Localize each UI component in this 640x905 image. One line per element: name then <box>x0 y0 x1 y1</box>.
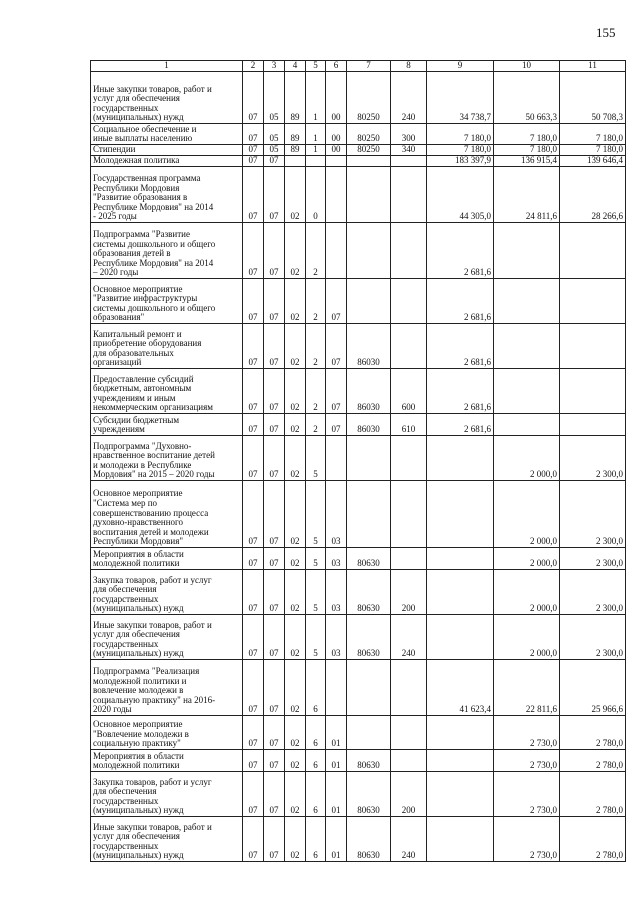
program-code-cell: 02 <box>285 414 306 436</box>
section-code-cell: 07 <box>243 414 264 436</box>
subsection-code-cell: 07 <box>264 324 285 369</box>
section-code-cell: 07 <box>243 324 264 369</box>
amount-cell: 2 730,0 <box>494 772 560 817</box>
expense-type-cell <box>391 436 427 481</box>
subsection-code-cell: 07 <box>264 156 285 167</box>
amount-cell: 139 646,4 <box>560 156 626 167</box>
amount-cell: 7 180,0 <box>494 124 560 145</box>
row-name-cell: Подпрограмма "Реализация молодежной политики и вовлечение молодежи в социальную практику" на 2016- 2020 годы <box>91 660 243 716</box>
expense-type-cell <box>391 660 427 716</box>
subsection-code-cell: 07 <box>264 615 285 660</box>
section-code-cell: 07 <box>243 548 264 570</box>
amount-cell: 34 738,7 <box>427 72 494 124</box>
event-code-cell: 07 <box>326 369 347 414</box>
subsection-code-cell: 05 <box>264 145 285 156</box>
row-name-cell: Подпрограмма "Развитие системы дошкольного и общего образования детей в Республике Мордовия" на 2014 – 2020 годы <box>91 223 243 279</box>
program-code-cell: 02 <box>285 716 306 750</box>
program-code-cell: 02 <box>285 570 306 615</box>
amount-cell: 2 000,0 <box>494 570 560 615</box>
expense-type-cell <box>391 167 427 223</box>
column-header: 4 <box>285 61 306 72</box>
event-code-cell <box>326 660 347 716</box>
direction-code-cell: 80630 <box>347 548 391 570</box>
direction-code-cell <box>347 279 391 324</box>
program-code-cell: 02 <box>285 548 306 570</box>
row-name-cell: Закупка товаров, работ и услуг для обеспечения государственных (муниципальных) нужд <box>91 570 243 615</box>
column-header: 9 <box>427 61 494 72</box>
section-code-cell: 07 <box>243 750 264 772</box>
expense-type-cell: 200 <box>391 570 427 615</box>
table-row <box>91 817 626 862</box>
program-code-cell: 02 <box>285 436 306 481</box>
subprogram-code-cell: 2 <box>306 414 326 436</box>
subprogram-code-cell: 2 <box>306 369 326 414</box>
amount-cell: 7 180,0 <box>560 145 626 156</box>
direction-code-cell <box>347 481 391 548</box>
table-row <box>91 124 626 145</box>
table-row <box>91 167 626 223</box>
budget-table <box>90 60 626 862</box>
subsection-code-cell: 07 <box>264 481 285 548</box>
amount-cell: 2 300,0 <box>560 548 626 570</box>
subsection-code-cell: 07 <box>264 223 285 279</box>
direction-code-cell: 80250 <box>347 145 391 156</box>
row-name-cell: Основное мероприятие "Развитие инфраструктуры системы дошкольного и общего образования" <box>91 279 243 324</box>
expense-type-cell <box>391 481 427 548</box>
program-code-cell: 02 <box>285 660 306 716</box>
event-code-cell <box>326 167 347 223</box>
row-name-cell: Иные закупки товаров, работ и услуг для обеспечения государственных (муниципальных) нужд <box>91 72 243 124</box>
amount-cell <box>427 436 494 481</box>
expense-type-cell <box>391 750 427 772</box>
subprogram-code-cell: 6 <box>306 750 326 772</box>
direction-code-cell: 86030 <box>347 414 391 436</box>
subprogram-code-cell <box>306 156 326 167</box>
event-code-cell: 00 <box>326 72 347 124</box>
subprogram-code-cell: 0 <box>306 167 326 223</box>
event-code-cell: 03 <box>326 548 347 570</box>
direction-code-cell: 86030 <box>347 324 391 369</box>
row-name-cell: Мероприятия в области молодежной политики <box>91 548 243 570</box>
event-code-cell: 07 <box>326 279 347 324</box>
table-row <box>91 481 626 548</box>
row-name-cell: Подпрограмма "Духовно- нравственное воспитание детей и молодежи в Республике Мордовия" на 2015 – 2020 годы <box>91 436 243 481</box>
event-code-cell <box>326 156 347 167</box>
amount-cell <box>560 414 626 436</box>
program-code-cell: 02 <box>285 817 306 862</box>
amount-cell <box>494 369 560 414</box>
amount-cell: 2 730,0 <box>494 716 560 750</box>
row-name-cell: Основное мероприятие "Система мер по совершенствованию процесса духовно-нравственного воспитания детей и молодежи Республики Мордовия" <box>91 481 243 548</box>
row-name-cell: Предоставление субсидий бюджетным, автономным учреждениям и иным некоммерческим организациям <box>91 369 243 414</box>
program-code-cell: 02 <box>285 772 306 817</box>
program-code-cell: 02 <box>285 279 306 324</box>
program-code-cell: 02 <box>285 481 306 548</box>
amount-cell: 2 681,6 <box>427 223 494 279</box>
table-row <box>91 570 626 615</box>
expense-type-cell: 240 <box>391 817 427 862</box>
section-code-cell: 07 <box>243 145 264 156</box>
amount-cell: 136 915,4 <box>494 156 560 167</box>
amount-cell: 2 681,6 <box>427 369 494 414</box>
subprogram-code-cell: 1 <box>306 145 326 156</box>
amount-cell: 2 780,0 <box>560 750 626 772</box>
direction-code-cell <box>347 436 391 481</box>
subprogram-code-cell: 6 <box>306 817 326 862</box>
amount-cell <box>560 369 626 414</box>
amount-cell <box>427 481 494 548</box>
subprogram-code-cell: 5 <box>306 570 326 615</box>
subsection-code-cell: 05 <box>264 72 285 124</box>
section-code-cell: 07 <box>243 570 264 615</box>
direction-code-cell: 80630 <box>347 817 391 862</box>
amount-cell: 2 000,0 <box>494 548 560 570</box>
expense-type-cell: 300 <box>391 124 427 145</box>
direction-code-cell: 80630 <box>347 570 391 615</box>
amount-cell: 44 305,0 <box>427 167 494 223</box>
subprogram-code-cell: 5 <box>306 481 326 548</box>
section-code-cell: 07 <box>243 124 264 145</box>
column-header: 3 <box>264 61 285 72</box>
expense-type-cell <box>391 324 427 369</box>
subsection-code-cell: 07 <box>264 279 285 324</box>
subsection-code-cell: 07 <box>264 369 285 414</box>
subsection-code-cell: 07 <box>264 716 285 750</box>
column-header: 8 <box>391 61 427 72</box>
subsection-code-cell: 07 <box>264 548 285 570</box>
subprogram-code-cell: 5 <box>306 436 326 481</box>
subsection-code-cell: 07 <box>264 772 285 817</box>
amount-cell: 2 000,0 <box>494 481 560 548</box>
amount-cell: 2 730,0 <box>494 750 560 772</box>
amount-cell: 7 180,0 <box>427 124 494 145</box>
amount-cell: 7 180,0 <box>560 124 626 145</box>
event-code-cell: 00 <box>326 145 347 156</box>
row-name-cell: Социальное обеспечение и иные выплаты населению <box>91 124 243 145</box>
expense-type-cell <box>391 716 427 750</box>
column-header: 2 <box>243 61 264 72</box>
header-row <box>91 61 626 72</box>
table-row <box>91 772 626 817</box>
amount-cell <box>494 324 560 369</box>
amount-cell: 2 300,0 <box>560 570 626 615</box>
table-row <box>91 156 626 167</box>
direction-code-cell: 80250 <box>347 72 391 124</box>
subsection-code-cell: 07 <box>264 750 285 772</box>
amount-cell <box>560 223 626 279</box>
direction-code-cell <box>347 223 391 279</box>
table-row <box>91 279 626 324</box>
subprogram-code-cell: 5 <box>306 548 326 570</box>
amount-cell: 2 300,0 <box>560 615 626 660</box>
expense-type-cell <box>391 279 427 324</box>
event-code-cell: 03 <box>326 570 347 615</box>
table-row <box>91 615 626 660</box>
program-code-cell: 89 <box>285 124 306 145</box>
column-header: 6 <box>326 61 347 72</box>
program-code-cell: 89 <box>285 72 306 124</box>
expense-type-cell: 200 <box>391 772 427 817</box>
column-header: 1 <box>91 61 243 72</box>
expense-type-cell <box>391 548 427 570</box>
amount-cell <box>494 279 560 324</box>
direction-code-cell <box>347 660 391 716</box>
event-code-cell: 07 <box>326 414 347 436</box>
expense-type-cell: 600 <box>391 369 427 414</box>
event-code-cell: 03 <box>326 481 347 548</box>
column-header: 7 <box>347 61 391 72</box>
direction-code-cell: 80630 <box>347 772 391 817</box>
table-row <box>91 223 626 279</box>
amount-cell <box>427 615 494 660</box>
subprogram-code-cell: 6 <box>306 660 326 716</box>
amount-cell: 2 000,0 <box>494 615 560 660</box>
program-code-cell <box>285 156 306 167</box>
column-header: 11 <box>560 61 626 72</box>
subsection-code-cell: 07 <box>264 660 285 716</box>
section-code-cell: 07 <box>243 369 264 414</box>
row-name-cell: Стипендии <box>91 145 243 156</box>
subsection-code-cell: 07 <box>264 436 285 481</box>
amount-cell: 2 730,0 <box>494 817 560 862</box>
direction-code-cell: 80630 <box>347 750 391 772</box>
amount-cell: 50 708,3 <box>560 72 626 124</box>
table-row <box>91 750 626 772</box>
event-code-cell: 01 <box>326 772 347 817</box>
section-code-cell: 07 <box>243 223 264 279</box>
subprogram-code-cell: 2 <box>306 324 326 369</box>
row-name-cell: Субсидии бюджетным учреждениям <box>91 414 243 436</box>
subsection-code-cell: 07 <box>264 167 285 223</box>
table-row <box>91 369 626 414</box>
amount-cell <box>494 223 560 279</box>
row-name-cell: Мероприятия в области молодежной политики <box>91 750 243 772</box>
table-row <box>91 145 626 156</box>
program-code-cell: 02 <box>285 369 306 414</box>
direction-code-cell <box>347 716 391 750</box>
subprogram-code-cell: 6 <box>306 716 326 750</box>
table-row <box>91 660 626 716</box>
event-code-cell: 01 <box>326 716 347 750</box>
section-code-cell: 07 <box>243 772 264 817</box>
expense-type-cell: 240 <box>391 615 427 660</box>
subsection-code-cell: 07 <box>264 817 285 862</box>
amount-cell: 2 300,0 <box>560 481 626 548</box>
event-code-cell: 03 <box>326 615 347 660</box>
row-name-cell: Капитальный ремонт и приобретение оборудования для образовательных организаций <box>91 324 243 369</box>
amount-cell <box>427 750 494 772</box>
table-body <box>91 72 626 862</box>
event-code-cell: 01 <box>326 817 347 862</box>
expense-type-cell: 340 <box>391 145 427 156</box>
section-code-cell: 07 <box>243 156 264 167</box>
amount-cell: 50 663,3 <box>494 72 560 124</box>
amount-cell: 2 681,6 <box>427 324 494 369</box>
direction-code-cell <box>347 167 391 223</box>
section-code-cell: 07 <box>243 279 264 324</box>
table-row <box>91 548 626 570</box>
amount-cell: 2 681,6 <box>427 279 494 324</box>
row-name-cell: Иные закупки товаров, работ и услуг для обеспечения государственных (муниципальных) нужд <box>91 817 243 862</box>
amount-cell: 2 300,0 <box>560 436 626 481</box>
amount-cell: 2 780,0 <box>560 817 626 862</box>
event-code-cell: 07 <box>326 324 347 369</box>
table-row <box>91 72 626 124</box>
direction-code-cell: 86030 <box>347 369 391 414</box>
amount-cell: 28 266,6 <box>560 167 626 223</box>
table-row <box>91 324 626 369</box>
subprogram-code-cell: 5 <box>306 615 326 660</box>
expense-type-cell <box>391 156 427 167</box>
amount-cell: 7 180,0 <box>427 145 494 156</box>
amount-cell: 7 180,0 <box>494 145 560 156</box>
direction-code-cell <box>347 156 391 167</box>
column-header: 10 <box>494 61 560 72</box>
subprogram-code-cell: 1 <box>306 72 326 124</box>
amount-cell <box>427 570 494 615</box>
row-name-cell: Молодежная политика <box>91 156 243 167</box>
section-code-cell: 07 <box>243 167 264 223</box>
program-code-cell: 02 <box>285 750 306 772</box>
row-name-cell: Закупка товаров, работ и услуг для обеспечения государственных (муниципальных) нужд <box>91 772 243 817</box>
section-code-cell: 07 <box>243 615 264 660</box>
section-code-cell: 07 <box>243 660 264 716</box>
amount-cell <box>427 548 494 570</box>
page-number: 155 <box>596 25 616 40</box>
subprogram-code-cell: 2 <box>306 279 326 324</box>
direction-code-cell: 80250 <box>347 124 391 145</box>
subsection-code-cell: 07 <box>264 570 285 615</box>
amount-cell <box>427 772 494 817</box>
amount-cell: 41 623,4 <box>427 660 494 716</box>
row-name-cell: Основное мероприятие "Вовлечение молодежи в социальную практику" <box>91 716 243 750</box>
subsection-code-cell: 07 <box>264 414 285 436</box>
amount-cell <box>427 716 494 750</box>
event-code-cell <box>326 223 347 279</box>
section-code-cell: 07 <box>243 72 264 124</box>
expense-type-cell: 240 <box>391 72 427 124</box>
program-code-cell: 02 <box>285 167 306 223</box>
section-code-cell: 07 <box>243 716 264 750</box>
amount-cell <box>560 324 626 369</box>
direction-code-cell: 80630 <box>347 615 391 660</box>
row-name-cell: Государственная программа Республики Мордовия "Развитие образования в Республике Мордовия" на 2014 - 2025 годы <box>91 167 243 223</box>
table-row <box>91 716 626 750</box>
event-code-cell: 01 <box>326 750 347 772</box>
amount-cell: 2 780,0 <box>560 716 626 750</box>
amount-cell <box>427 817 494 862</box>
amount-cell: 22 811,6 <box>494 660 560 716</box>
section-code-cell: 07 <box>243 817 264 862</box>
table-row <box>91 414 626 436</box>
amount-cell: 24 811,6 <box>494 167 560 223</box>
event-code-cell: 00 <box>326 124 347 145</box>
amount-cell <box>494 414 560 436</box>
event-code-cell <box>326 436 347 481</box>
subsection-code-cell: 05 <box>264 124 285 145</box>
amount-cell: 2 780,0 <box>560 772 626 817</box>
amount-cell: 2 681,6 <box>427 414 494 436</box>
row-name-cell: Иные закупки товаров, работ и услуг для обеспечения государственных (муниципальных) нужд <box>91 615 243 660</box>
table-row <box>91 436 626 481</box>
amount-cell: 2 000,0 <box>494 436 560 481</box>
column-header: 5 <box>306 61 326 72</box>
section-code-cell: 07 <box>243 436 264 481</box>
program-code-cell: 02 <box>285 324 306 369</box>
expense-type-cell: 610 <box>391 414 427 436</box>
program-code-cell: 02 <box>285 615 306 660</box>
subprogram-code-cell: 1 <box>306 124 326 145</box>
amount-cell: 183 397,9 <box>427 156 494 167</box>
expense-type-cell <box>391 223 427 279</box>
subprogram-code-cell: 2 <box>306 223 326 279</box>
amount-cell <box>560 279 626 324</box>
program-code-cell: 89 <box>285 145 306 156</box>
program-code-cell: 02 <box>285 223 306 279</box>
section-code-cell: 07 <box>243 481 264 548</box>
subprogram-code-cell: 6 <box>306 772 326 817</box>
amount-cell: 25 966,6 <box>560 660 626 716</box>
